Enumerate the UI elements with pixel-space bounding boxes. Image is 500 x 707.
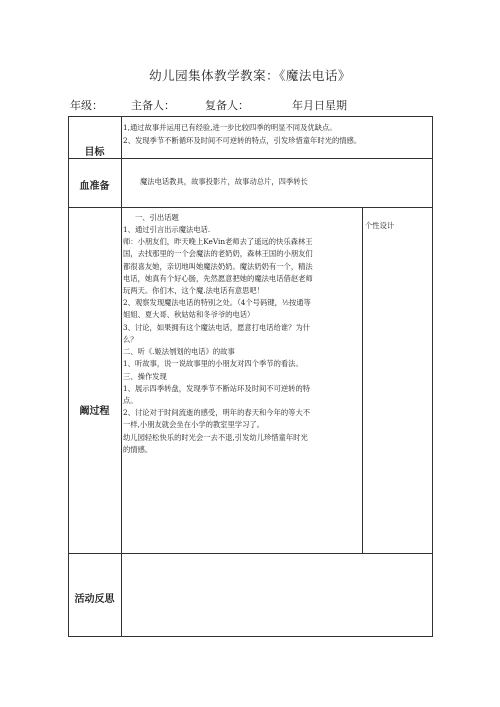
- process-line: 电话，她真有个好心肠，先然愿意把她的魔法电话借赵老师: [123, 274, 313, 283]
- process-line: 二、听《.姬法刎划的电话》的故事: [123, 347, 235, 356]
- process-line: 国，去找那里的一个会魔法的老奶奶，森林王国的小朋友们: [123, 249, 313, 258]
- personal-design-label: 个性设计: [365, 221, 395, 230]
- process-line: 的情感。: [123, 445, 153, 454]
- prep-text: 魔法电话教具，故事投影片，故事动总片，四季转长: [140, 177, 308, 186]
- process-line: 2、讨论对于时间流逝的感受，明年的春天和今年的等大不: [123, 408, 311, 417]
- process-line: 幼儿园轻松快乐的时光会一去不退,引发幼儿珍惜童年时光: [123, 433, 308, 442]
- process-line: 点。: [123, 396, 138, 405]
- reflection-label: 活动反思: [74, 594, 115, 605]
- process-line: 1、通过引言出示魔法电话.: [123, 225, 211, 234]
- grade-label: 年级：: [70, 99, 103, 112]
- side-column-divider: [362, 207, 363, 553]
- process-line: 一样,小朋友就会坐在小学的教室里学习了。: [123, 420, 264, 429]
- process-line: 么？: [123, 335, 138, 344]
- goal-label: 目标: [84, 147, 105, 158]
- process-line: 都很喜友她，亲切地叫她魔法奶奶。魔法奶奶有一个，精法: [123, 262, 313, 271]
- process-line: 2、观察发现魔法电话的特别之处。（4个号码键，½按通等: [123, 298, 311, 307]
- process-label: 阚过程: [79, 406, 110, 417]
- row-divider-prep: [68, 207, 433, 208]
- process-line: 1、展示四季转盘，发现季节不断站环及时间不可逆转的特: [123, 384, 311, 393]
- process-line: 玩两天。你们木，这个魔.法电话有意思吧！: [123, 286, 264, 295]
- co-author-label: 复备人：: [205, 99, 249, 112]
- process-line: 1、听故事，说一说故事里的小朋友对四个季节的看法。: [123, 359, 303, 368]
- goal-line-2: 2、发现季节不断循环及时间不可逆转的特点，引发珍惜童年时光的情感。: [123, 136, 362, 145]
- document-title: 幼儿园集体教学教案：《魔法电话》: [149, 68, 351, 83]
- goal-line-1: 1,通过故事并运用已有经验,进一步比较四季的明显不同及优缺点。: [123, 123, 337, 132]
- process-line: 3、讨论，如果拥有这个魔法电话，愿意打电话给谁？为什: [123, 323, 311, 332]
- process-line: 三、操作发现: [123, 372, 167, 381]
- date-label: 年月日星期: [292, 99, 347, 112]
- label-column-divider: [121, 116, 122, 637]
- process-line: 姐姐、夏大哥、秋姑姑和冬爷爷的电话）: [123, 310, 255, 319]
- process-line: 一、引出话题: [135, 213, 179, 222]
- process-line: 师：小朋友们，昨天晚上KeVin老师去了遥远的快乐森林王: [123, 237, 313, 246]
- row-divider-goal: [68, 158, 433, 159]
- row-divider-process: [68, 553, 433, 554]
- prep-label: 血准备: [79, 181, 110, 192]
- lead-author-label: 主备人：: [131, 99, 175, 112]
